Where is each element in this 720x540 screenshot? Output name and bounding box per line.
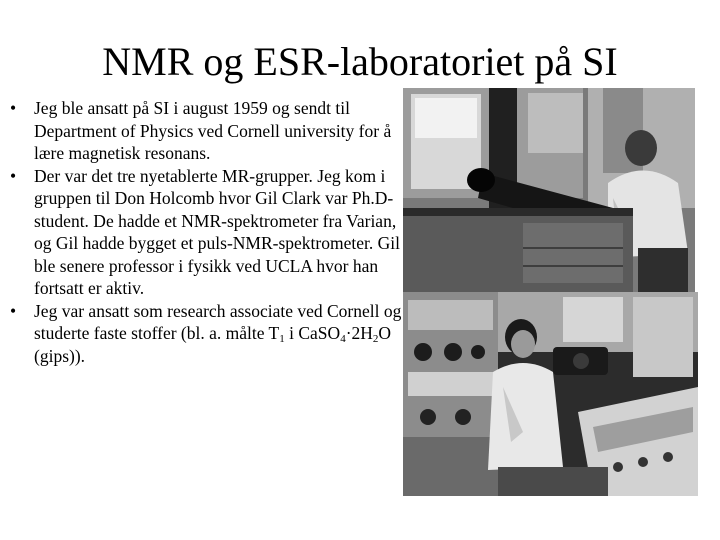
- slide-title: NMR og ESR-laboratoriet på SI: [102, 39, 618, 84]
- subscript-h2: 2: [372, 333, 379, 345]
- bullet-text: Der var det tre nyetablerte MR-grupper. Jeg kom i gruppen til Don Holcomb hvor Gil Clark var Ph.D-student. De hadde et NMR-spektrometer fra Varian, og Gil hadde bygget et puls-NMR-spektrometer. Gil ble senere professor i fysikk ved UCLA hvor han fortsatt er aktiv.: [34, 165, 400, 298]
- photo-man-at-spectrometer: [403, 292, 698, 496]
- bullet-text: Jeg ble ansatt på SI i august 1959 og sendt til Department of Physics ved Cornell university for å lære magnetisk resonans.: [34, 98, 392, 163]
- photo-man-feet-on-desk-icon: [403, 88, 695, 292]
- bullet-text-start: Jeg var ansatt som research associate ved Cornell og studerte faste stoffer (bl. a. målte T: [34, 300, 402, 343]
- subscript-t1: 1: [279, 333, 285, 345]
- bullet-marker: •: [10, 165, 17, 186]
- bullet-marker: •: [10, 300, 17, 321]
- photo-man-at-spectrometer-icon: [403, 292, 698, 496]
- bullet-text-mid: ·2H: [345, 323, 373, 343]
- bullet-item: [10, 165, 405, 300]
- bullet-item: [10, 300, 405, 368]
- photo-man-feet-on-desk: [403, 88, 695, 292]
- bullet-text-end: O (gips)).: [34, 323, 392, 366]
- bullet-text-mid: i CaSO: [284, 323, 341, 343]
- subscript-so4: 4: [340, 333, 346, 345]
- bullet-list: [10, 97, 405, 367]
- bullet-marker: •: [10, 98, 17, 118]
- bullet-item: [10, 97, 405, 165]
